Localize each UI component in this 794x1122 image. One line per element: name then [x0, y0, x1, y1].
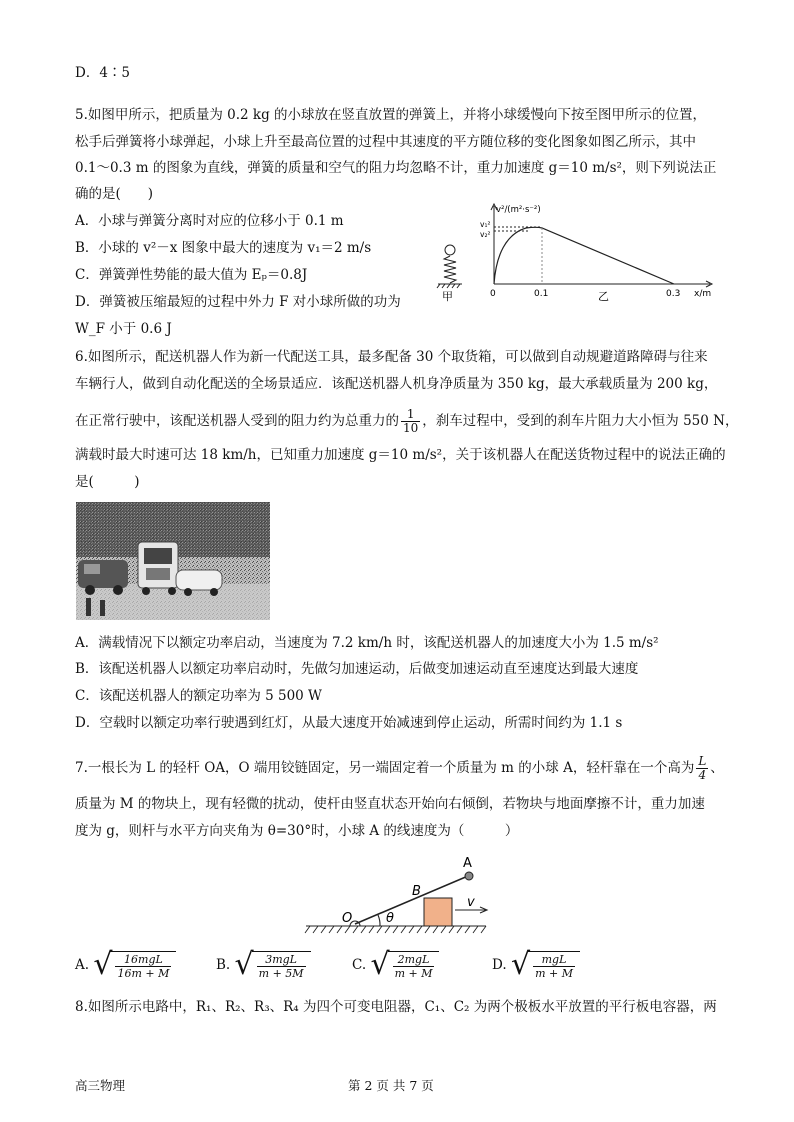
label-theta: θ — [386, 911, 394, 926]
sqrt-expression: √ $\frac{\text{3mgL}}{m + 5M}$ — [235, 950, 311, 980]
choice-label: B. — [216, 957, 231, 973]
spring-ball-diagram — [437, 245, 462, 288]
graph-xtick-0.1: 0.1 — [534, 289, 549, 299]
sqrt-expression: √ $\frac{\text{2mgL}}{m + M}$ — [370, 950, 439, 980]
sqrt-expression: √ $\frac{\text{mgL}}{m + M}$ — [511, 950, 580, 980]
denominator: m + 5M — [258, 966, 304, 980]
q5-stem-line2: 松手后弹簧将小球弹起，小球上升至最高位置的过程中其速度的平方随位移的变化图象如图乙所示，其中 — [75, 134, 696, 150]
footer-subject: 高三物理 — [75, 1078, 126, 1093]
fraction-denominator: 4 — [698, 768, 707, 782]
q5-option-c: C．弹簧弹性势能的最大值为 Eₚ＝0.8J — [75, 267, 308, 283]
label-v: v — [467, 895, 475, 910]
q7-choice-c — [352, 947, 439, 982]
q6-option-c: C．该配送机器人的额定功率为 5 500 W — [75, 688, 322, 704]
denominator: 16m + M — [117, 966, 170, 980]
q7-figure — [300, 850, 500, 942]
denominator: m + M — [394, 966, 433, 980]
q6-stem-line4: 满载时最大时速可达 18 km/h，已知重力加速度 g＝10 m/s²，关于该机器人在配送货物过程中的说法正确的 — [75, 447, 726, 463]
graph-ylabel: v²/(m²·s⁻²) — [496, 205, 541, 215]
choice-label: A. — [75, 957, 90, 973]
q6-stem-line5: 是( ) — [75, 474, 140, 490]
q6-stem-line1: 6.如图所示，配送机器人作为新一代配送工具，最多配备 30 个取货箱，可以做到自动规避道路障碍与往来 — [75, 349, 708, 365]
q6-option-a: A．满载情况下以额定功率启动，当速度为 7.2 km/h 时，该配送机器人的加速度大小为 1.5 m/s² — [75, 635, 659, 651]
graph-xtick-0.3: 0.3 — [666, 289, 681, 299]
q5-option-b: B．小球的 v²－x 图象中最大的速度为 v₁＝2 m/s — [75, 240, 372, 256]
fraction-numerator: 1 — [401, 408, 420, 422]
numerator: mgL — [533, 953, 575, 967]
robot-photo — [76, 502, 270, 620]
q7-choice-a — [75, 947, 176, 982]
q6-stem-line2: 车辆行人，做到自动化配送的全场景适应．该配送机器人机身净质量为 350 kg，最大承载质量为 200 kg， — [75, 376, 718, 392]
graph-xlabel: x/m — [694, 289, 712, 299]
graph-ytick-v2: v₂² — [480, 230, 491, 239]
q7-choice-d — [492, 947, 580, 982]
graph-ytick-v1: v₁² — [480, 220, 491, 229]
q6-fraction — [401, 408, 420, 435]
graph-origin: 0 — [490, 289, 496, 299]
q6-stem-line3 — [75, 408, 738, 435]
choice-label: C. — [352, 957, 367, 973]
block — [424, 898, 452, 926]
q6-line3-text-a: 在正常行驶中，该配送机器人受到的阻力约为总重力的 — [75, 413, 399, 429]
numerator: 3mgL — [257, 953, 306, 967]
label-o: O — [342, 911, 353, 926]
q5-figure — [428, 200, 728, 302]
q7-line1-text-b: 、 — [710, 760, 724, 776]
q6-option-b: B．该配送机器人以额定功率启动时，先做匀加速运动，后做变加速运动直至速度达到最大速度 — [75, 661, 639, 677]
q7-fraction — [696, 755, 708, 782]
q4-option-d: D．4∶5 — [75, 65, 131, 81]
q5-option-d-line2: W_F 小于 0.6 J — [75, 321, 172, 337]
q5-stem-line1: 5.如图甲所示，把质量为 0.2 kg 的小球放在竖直放置的弹簧上，并将小球缓慢向下按至图甲所示的位置， — [75, 107, 707, 123]
sqrt-expression: √ $\frac{\text{16mgL}}{16m + M}$ — [93, 950, 176, 980]
fraction-denominator: 10 — [403, 421, 419, 435]
v2-x-graph — [491, 204, 712, 287]
q7-stem-line3: 度为 g，则杆与水平方向夹角为 θ=30°时，小球 A 的线速度为（ ） — [75, 823, 519, 839]
label-yi: 乙 — [598, 290, 609, 302]
q7-line1-text-a: 7.一根长为 L 的轻杆 OA，O 端用铰链固定，另一端固定着一个质量为 m 的小球 A，轻杆靠在一个高为 — [75, 760, 695, 776]
footer-page-number: 第 2 页 共 7 页 — [348, 1078, 434, 1093]
numerator: 2mgL — [393, 953, 435, 967]
label-b: B — [412, 884, 421, 899]
q5-option-d-line1: D．弹簧被压缩最短的过程中外力 F 对小球所做的功为 — [75, 294, 401, 310]
q5-stem-line4: 确的是( ) — [75, 186, 154, 202]
ball-a — [465, 872, 473, 880]
choice-label: D. — [492, 957, 507, 973]
q7-stem-line1 — [75, 755, 724, 782]
label-a: A — [463, 856, 472, 871]
q7-stem-line2: 质量为 M 的物块上，现有轻微的扰动，使杆由竖直状态开始向右倾倒，若物块与地面摩擦不计，重力加速 — [75, 796, 705, 812]
q6-option-d: D．空载时以额定功率行驶遇到红灯，从最大速度开始减速到停止运动，所需时间约为 1.1 s — [75, 715, 623, 731]
fraction-numerator: L — [698, 754, 707, 768]
denominator: m + M — [535, 966, 573, 980]
q6-line3-text-b: ，刹车过程中，受到的刹车片阻力大小恒为 550 N， — [422, 413, 739, 429]
q5-option-a: A．小球与弹簧分离时对应的位移小于 0.1 m — [75, 213, 344, 229]
q8-stem-line1: 8.如图所示电路中，R₁、R₂、R₃、R₄ 为四个可变电阻器，C₁、C₂ 为两个极板水平放置的平行板电容器，两 — [75, 999, 717, 1015]
q5-stem-line3: 0.1～0.3 m 的图象为直线，弹簧的质量和空气的阻力均忽略不计，重力加速度 g＝10 m/s²，则下列说法正 — [75, 160, 717, 176]
q7-choice-b — [216, 947, 311, 982]
numerator: 16mgL — [115, 953, 171, 967]
label-jia: 甲 — [442, 290, 453, 302]
